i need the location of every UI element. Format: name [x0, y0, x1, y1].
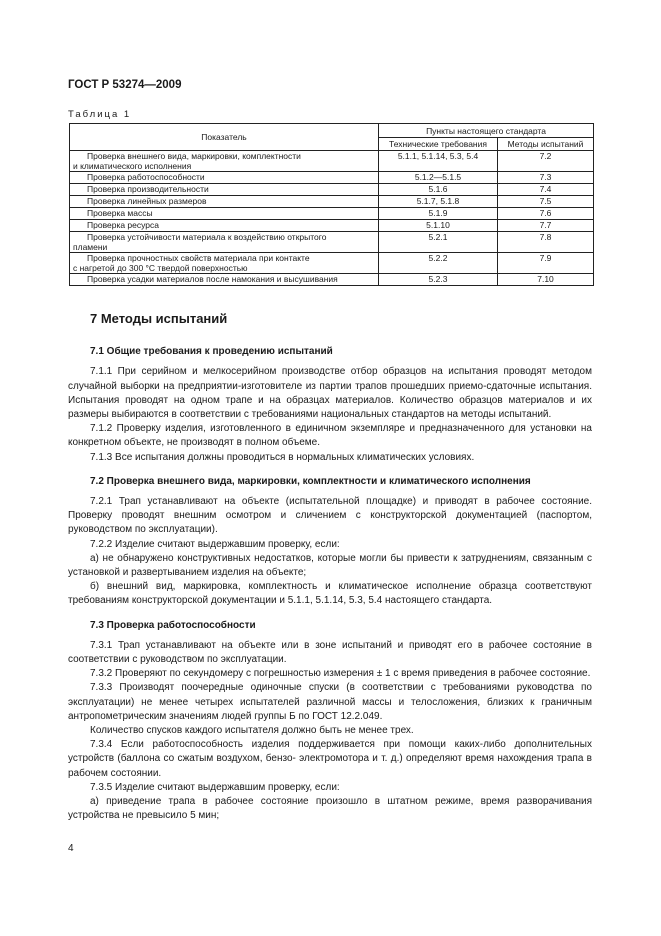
paragraph-7-3-1: 7.3.1 Трап устанавливают на объекте или в зоне испытаний и приводят его в рабочее состояние в соответствии с руководством по эксплуатации. [68, 639, 592, 666]
row-indicator: Проверка линейных размеров [70, 196, 379, 208]
paragraph-7-2-2-a: а) не обнаружено конструктивных недостатков, которые могли бы привести к затруднениям, связанным с установкой и развертыванием изделия на объекте; [68, 552, 592, 579]
section-7-body [68, 312, 592, 824]
row-indicator: Проверка ресурса [70, 220, 379, 232]
table-row [70, 253, 594, 274]
row-indicator: Проверка прочностных свойств материала при контакте с нагретой до 300 °С твердой поверхностью [70, 253, 379, 274]
table-row [70, 151, 594, 172]
table-row [70, 196, 594, 208]
row-requirements: 5.1.1, 5.1.14, 5.3, 5.4 [379, 151, 498, 172]
row-method: 7.5 [498, 196, 594, 208]
table-row [70, 208, 594, 220]
subsection-7-3-title: 7.3 Проверка работоспособности [90, 619, 256, 631]
paragraph-7-2-2: 7.2.2 Изделие считают выдержавшим проверку, если: [90, 538, 340, 550]
table-row [70, 232, 594, 253]
row-requirements: 5.1.2—5.1.5 [379, 172, 498, 184]
table-row [70, 172, 594, 184]
row-indicator: Проверка массы [70, 208, 379, 220]
paragraph-7-3-3: 7.3.3 Производят поочередные одиночные спуски (в соответствии с требованиями руководства по эксплуатации) не менее четырех испытателей различной массы и телосложения, близких к граничным антропометрическим значениям людей группы Б по ГОСТ 12.2.049. [68, 682, 592, 722]
page-number: 4 [68, 843, 74, 854]
row-method: 7.9 [498, 253, 594, 274]
table-caption: Таблица 1 [68, 109, 132, 120]
row-requirements: 5.1.9 [379, 208, 498, 220]
row-method: 7.4 [498, 184, 594, 196]
row-requirements: 5.1.6 [379, 184, 498, 196]
paragraph-7-3-3-count: Количество спусков каждого испытателя должно быть не менее трех. [90, 725, 414, 737]
row-indicator: Проверка усадки материалов после намокания и высушивания [70, 274, 379, 286]
row-method: 7.8 [498, 232, 594, 253]
paragraph-7-1-2: 7.1.2 Проверку изделия, изготовленного в единичном экземпляре и предназначенного для установки на конкретном объекте, не производят в полном объеме. [68, 423, 592, 449]
row-indicator: Проверка работоспособности [70, 172, 379, 184]
row-method: 7.6 [498, 208, 594, 220]
header-standard-clauses: Пункты настоящего стандарта [379, 124, 594, 138]
row-indicator: Проверка устойчивости материала к воздействию открытого пламени [70, 232, 379, 253]
row-requirements: 5.1.7, 5.1.8 [379, 196, 498, 208]
paragraph-7-1-3: 7.1.3 Все испытания должны проводиться в нормальных климатических условиях. [90, 451, 475, 463]
requirements-table [69, 123, 594, 286]
row-requirements: 5.2.1 [379, 232, 498, 253]
subsection-7-1-title: 7.1 Общие требования к проведению испытаний [90, 346, 333, 358]
row-method: 7.10 [498, 274, 594, 286]
row-requirements: 5.2.3 [379, 274, 498, 286]
row-requirements: 5.1.10 [379, 220, 498, 232]
paragraph-7-3-2: 7.3.2 Проверяют по секундомеру с погрешностью измерения ± 1 с время приведения в рабочее состояние. [90, 668, 591, 680]
paragraph-7-3-5: 7.3.5 Изделие считают выдержавшим проверку, если: [90, 781, 340, 793]
row-method: 7.2 [498, 151, 594, 172]
table-row [70, 274, 594, 286]
row-indicator: Проверка производительности [70, 184, 379, 196]
header-test-methods: Методы испытаний [498, 138, 594, 151]
paragraph-7-2-2-b: б) внешний вид, маркировка, комплектность и климатическое исполнение образца соответствуют требованиям конструкторской документации и 5.1.1, 5.1.14, 5.3, 5.4 настоящего стандарта. [68, 581, 592, 607]
paragraph-7-3-4: 7.3.4 Если работоспособность изделия поддерживается при помощи каких-либо дополнительных устройств (баллона со сжатым воздухом, бензо- электромотора и т. д.) определяют время нахождения трапа в рабочем состоянии. [68, 739, 592, 779]
row-indicator: Проверка внешнего вида, маркировки, комплектности и климатического исполнения [70, 151, 379, 172]
paragraph-7-3-5-a: а) приведение трапа в рабочее состояние произошло в штатном режиме, время разворачивания устройства не превысило 5 мин; [68, 796, 592, 822]
row-requirements: 5.2.2 [379, 253, 498, 274]
paragraph-7-1-1: 7.1.1 При серийном и мелкосерийном производстве отбор образцов на испытания проводят методом случайной выборки на предприятии-изготовителе из партии трапов прошедших приемо-сдаточные испытания. Испытания проводят на одном трапе и на образцах материалов. Количество образцов материалов и их размеры выбираются в соответствии с требованиями национальных стандартов на методы испытаний. [68, 366, 592, 421]
section-title: 7 Методы испытаний [90, 311, 228, 326]
header-indicator: Показатель [70, 124, 379, 151]
table-row [70, 220, 594, 232]
row-method: 7.7 [498, 220, 594, 232]
row-method: 7.3 [498, 172, 594, 184]
standard-code-header: ГОСТ Р 53274—2009 [68, 79, 182, 91]
table-row [70, 184, 594, 196]
header-technical-requirements: Технические требования [379, 138, 498, 151]
subsection-7-2-title: 7.2 Проверка внешнего вида, маркировки, комплектности и климатического исполнения [90, 475, 531, 487]
paragraph-7-2-1: 7.2.1 Трап устанавливают на объекте (испытательной площадке) и приводят в рабочее состояние. Проверку проводят внешним осмотром и сличением с конструкторской документацией (паспортом, руководством по эксплуатации). [68, 496, 592, 536]
